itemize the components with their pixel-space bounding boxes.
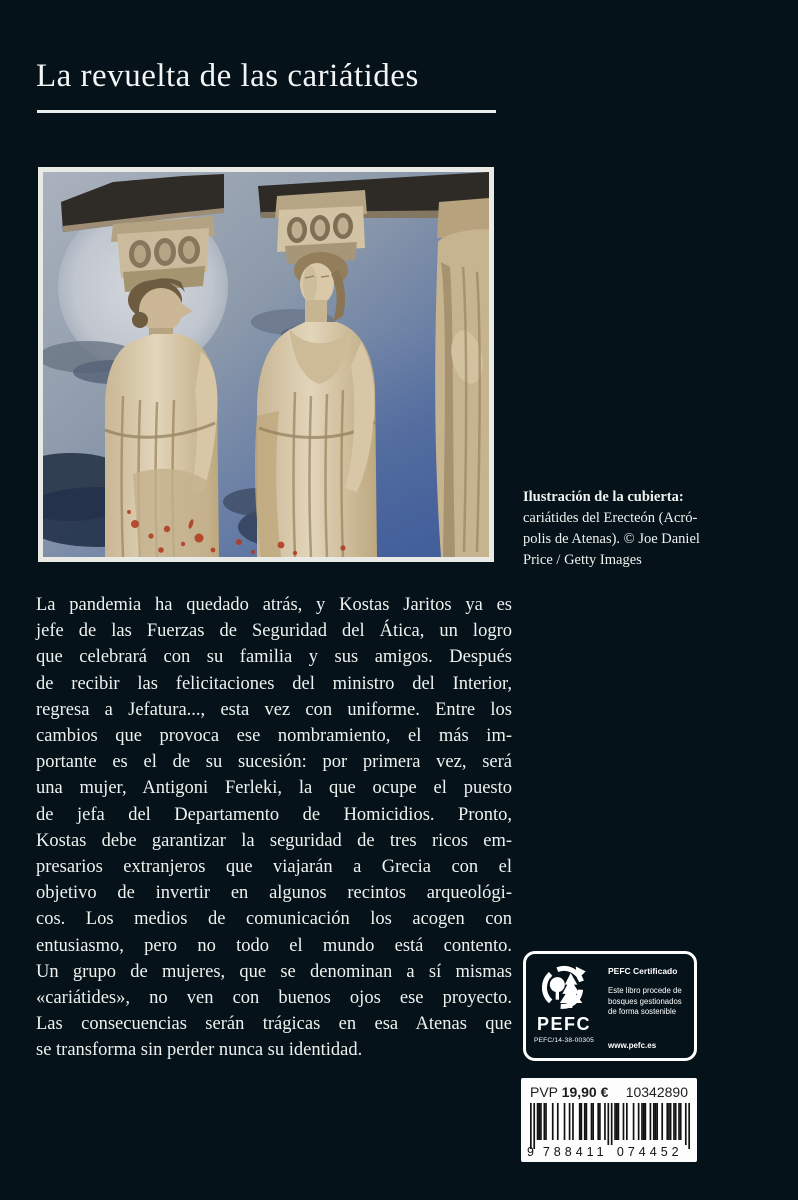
- synopsis-line: regresa a Jefatura..., esta vez con uniforme. Entre los: [36, 699, 512, 720]
- caryatids-illustration: [43, 172, 489, 557]
- synopsis-line: Las consecuencias serán trágicas en esa Atenas que: [36, 1014, 512, 1035]
- synopsis-line: que celebrará con su familia y sus amigos. Después: [36, 647, 512, 668]
- price-value: [530, 1084, 608, 1100]
- pefc-logo-column: [526, 954, 602, 1058]
- pefc-logo-icon: [539, 963, 589, 1013]
- synopsis-line: La pandemia ha quedado atrás, y Kostas Jaritos ya es: [36, 595, 512, 615]
- caption-line: cariátides del Erecteón (Acró-: [523, 510, 698, 526]
- caption-line: polis de Atenas). © Joe Daniel: [523, 531, 700, 547]
- caryatid-left: [105, 216, 219, 557]
- caryatid-right: [435, 198, 489, 557]
- synopsis-line: una mujer, Antigoni Ferleki, la que ocupe el puesto: [36, 778, 512, 799]
- synopsis: [36, 592, 512, 1064]
- pefc-heading: PEFC Certificado: [608, 966, 678, 976]
- pefc-cert-code: PEFC/14-38-00305: [533, 1037, 594, 1044]
- synopsis-line: entusiasmo, pero no todo el mundo está contento.: [36, 935, 512, 956]
- synopsis-line: presarios extranjeros que viajarán a Grecia con el: [36, 857, 512, 878]
- pefc-url: www.pefc.es: [608, 1041, 657, 1050]
- synopsis-line: de recibir las felicitaciones del ministro del Interior,: [36, 673, 512, 694]
- pefc-body-line: Este libro procede de: [608, 986, 682, 995]
- cover-caption: [523, 487, 733, 571]
- pefc-label: [523, 951, 697, 1061]
- synopsis-line: objetivo de invertir en algunos recintos arqueológi-: [36, 883, 512, 904]
- synopsis-line: jefe de las Fuerzas de Seguridad del Ática, un logro: [36, 621, 512, 642]
- ean-group-1: 788411: [538, 1145, 613, 1159]
- pefc-body: [608, 986, 688, 1018]
- ean-barcode: [530, 1103, 690, 1149]
- caption-line: Price / Getty Images: [523, 552, 642, 568]
- pefc-text-column: [602, 954, 694, 1058]
- page-title: La revuelta de las cariátides: [36, 58, 419, 94]
- ean-group-2: 074452: [613, 1145, 688, 1159]
- ean-digits: [527, 1145, 687, 1159]
- synopsis-line: portante es el de su sucesión: por primera vez, será: [36, 752, 512, 773]
- price-barcode-label: [521, 1078, 697, 1162]
- synopsis-line: Un grupo de mujeres, que se denominan a sí mismas: [36, 961, 512, 982]
- price-row: [530, 1084, 688, 1100]
- synopsis-line: de jefa del Departamento de Homicidios. Pronto,: [36, 804, 512, 825]
- pefc-body-line: bosques gestionados: [608, 996, 682, 1006]
- synopsis-line: Kostas debe garantizar la seguridad de tres ricos em-: [36, 830, 512, 851]
- price-amount: 19,90 €: [561, 1084, 609, 1100]
- synopsis-line: cambios que provoca ese nombramiento, el más im-: [36, 726, 512, 747]
- synopsis-line: cos. Los medios de comunicación los acogen con: [36, 909, 512, 930]
- synopsis-line: «cariátides», no ven con buenos ojos ese proyecto.: [36, 988, 512, 1009]
- cover-photo: [38, 167, 494, 562]
- caption-lines: [523, 508, 733, 571]
- title-rule: [37, 110, 496, 113]
- reference-number: 10342890: [625, 1084, 688, 1100]
- pvp-label: PVP: [530, 1084, 558, 1100]
- pefc-body-line: de forma sostenible: [608, 1007, 677, 1016]
- pefc-logo-text: PEFC: [536, 1014, 591, 1034]
- caption-lead: Ilustración de la cubierta:: [523, 489, 684, 505]
- synopsis-line: se transforma sin perder nunca su identidad.: [36, 1040, 363, 1061]
- ean-first-digit: 9: [527, 1145, 534, 1159]
